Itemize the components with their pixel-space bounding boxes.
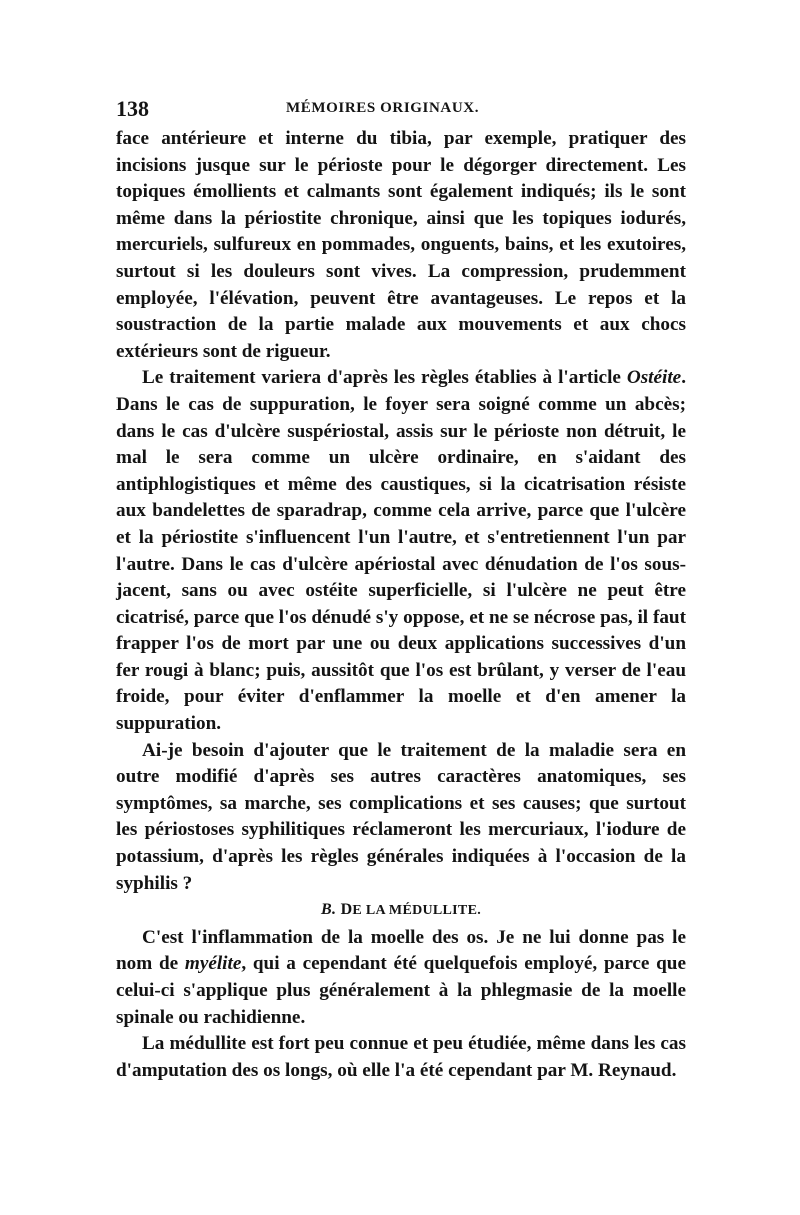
italic-term: myélite [184,953,242,975]
body-text [116,126,686,1084]
paragraph-text: Le traitement variera d'après les règles établies à l'article [142,367,627,389]
section-title-rest: E LA MÉDULLITE. [352,903,482,919]
paragraph-text: , qui a cependant été quelquefois employé, parce que celui-ci s'applique plus généralement à la phlegmasie de la moelle spinale ou rachidienne. [116,953,686,1028]
paragraph [116,738,686,898]
paragraph-text: La médullite est fort peu connue et peu étudiée, même dans les cas d'amputation des os longs, où elle l'a été cependant par M. Reynaud. [116,1033,686,1081]
page-header [116,96,686,122]
running-title: MÉMOIRES ORIGINAUX. [286,100,480,116]
paragraph-text: Ai-je besoin d'ajouter que le traitement de la maladie sera en outre modifié d'après ses autres caractères anatomiques, ses symptômes, sa marche, ses complications et ses causes; que surtout les périostoses syphilitiques réclameront les mercuriaux, l'iodure de potassium, d'après les règles générales indiquées à l'occasion de la syphilis ? [116,739,686,894]
italic-term: Ostéite [626,367,682,389]
section-heading [116,897,686,925]
paragraph-text: face antérieure et interne du tibia, par exemple, pratiquer des incisions jusque sur le périoste pour le dégorger directement. Les topiques émollients et calmants sont également indiqués; ils le sont même dans la périostite chronique, ainsi que les topiques iodurés, mercuriels, sulfureux en pommades, onguents, bains, et les exutoires, surtout si les douleurs sont vives. La compression, prudemment employée, l'élévation, peuvent être avantageuses. Le repos et la soustraction de la partie malade aux mouvements et aux chocs extérieurs sont de rigueur. [116,128,686,362]
section-letter: B. [320,901,337,919]
paragraph [116,365,686,737]
paragraph-text: C'est l'inflammation de la moelle des os. Je ne lui donne pas le nom de [116,926,686,975]
paragraph [116,1031,686,1084]
paragraph-text: . Dans le cas de suppuration, le foyer sera soigné comme un abcès; dans le cas d'ulcère suspériostal, assis sur le périoste non détruit, le mal le sera comme un ulcère ordinaire, en s'aidant des antiphlogistiques et même des caustiques, si la cicatrisation résiste aux bandelettes de sparadrap, comme cela arrive, parce que l'ulcère et la périostite s'influencent l'un l'autre, et s'entretiennent l'un par l'autre. Dans le cas d'ulcère apériostal avec dénudation de l'os sous-jacent, sans ou avec ostéite superficielle, si l'ulcère ne peut être cicatrisé, parce que l'os dénudé s'y oppose, et ne se nécrose pas, il faut frapper l'os de mort par une ou deux applications successives d'un fer rougi à blanc; puis, aussitôt que l'os est brûlant, y verser de l'eau froide, pour éviter d'enflammer la moelle et d'en amener la suppuration. [116,367,686,735]
paragraph [116,126,686,365]
paragraph [116,925,686,1031]
page-number: 138 [116,96,149,121]
section-title-initial: D [340,901,353,919]
